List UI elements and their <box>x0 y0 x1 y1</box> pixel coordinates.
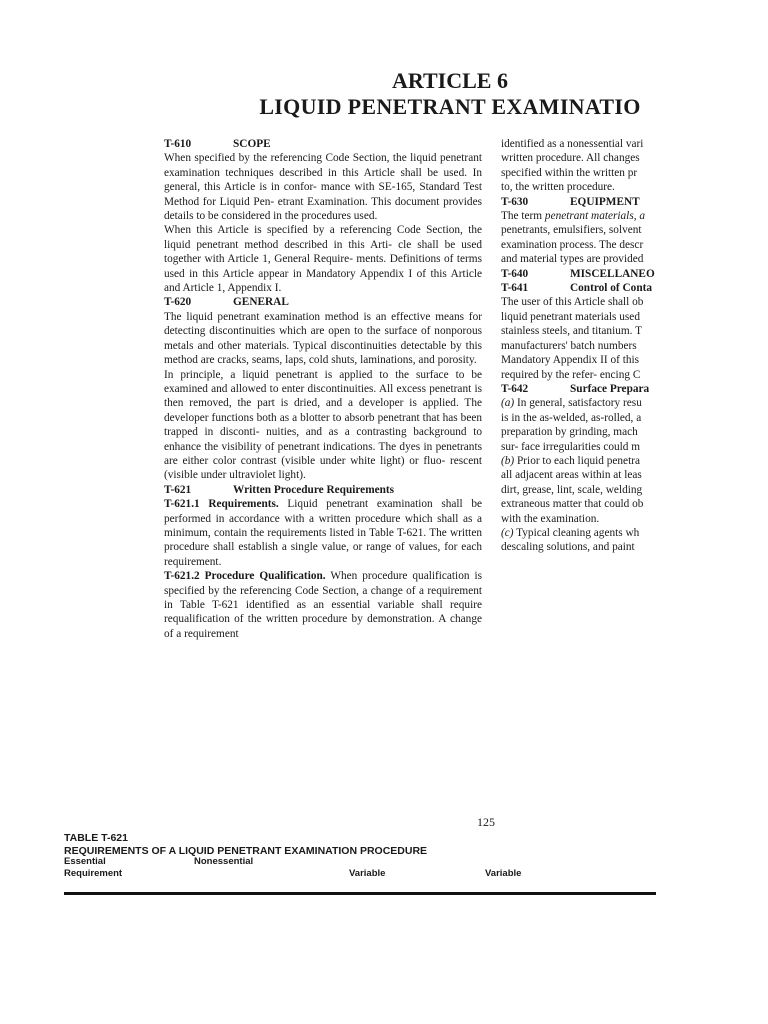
item-marker: (b) <box>501 454 515 467</box>
section-heading-t621 <box>164 483 482 497</box>
italic-term: penetrant materials, a <box>544 210 646 223</box>
text-line: to, the written procedure. <box>501 181 615 194</box>
text-line: extraneous matter that could ob <box>501 498 644 511</box>
text-line: with the examination. <box>501 512 600 525</box>
section-heading-t630 <box>501 195 660 209</box>
paragraph-t6211 <box>164 497 482 569</box>
section-heading-t642 <box>501 382 660 396</box>
column-header-nonessential: Nonessential <box>194 856 254 867</box>
section-title: Surface Prepara <box>570 382 650 395</box>
column-header-requirement: Requirement <box>64 868 123 879</box>
text-line: examination process. The descr <box>501 238 644 251</box>
section-title: GENERAL <box>233 296 289 309</box>
text-line: preparation by grinding, mach <box>501 426 638 439</box>
item-marker: (a) <box>501 397 515 410</box>
text-line: The user of this Article shall ob <box>501 296 644 309</box>
column-header-variable: Variable <box>485 868 522 879</box>
column-header-variable: Variable <box>349 868 386 879</box>
text-line: all adjacent areas within at leas <box>501 469 642 482</box>
text-run: The term <box>501 210 545 223</box>
section-title: Written Procedure Requirements <box>233 483 395 496</box>
article-title: LIQUID PENETRANT EXAMINATIO <box>259 94 641 119</box>
section-title: SCOPE <box>233 138 271 150</box>
text-line: and material types are provided <box>501 253 644 266</box>
text-line: manufacturers' batch numbers <box>501 339 637 352</box>
table-caption <box>64 832 427 858</box>
section-number: T-641 <box>501 282 529 295</box>
subsection-run-in: T-621.2 Procedure Qualification. <box>164 570 326 583</box>
section-number: T-642 <box>501 382 529 395</box>
text-line: liquid penetrant materials used <box>501 310 640 323</box>
paragraph: When specified by the referencing Code Section, the liquid penetrant examination techniques described in this Article shall be used. In general, this Article is in confor- mance with SE-165, Standard Test Method for Liquid Pen- etrant Examination. This document provides details to be considered in the procedures used. <box>164 152 482 223</box>
right-column <box>501 137 660 555</box>
paragraph: In principle, a liquid penetrant is applied to the surface to be examined and allowed to enter discontinuities. All excess penetrant is then removed, the part is dried, and a developer is applied. The developer functions both as a blotter to absorb penetrant that has been trapped in disconti- nuities, and as a contrasting background to enhance the visibility of penetrant indications. The dyes in penetrants are either color contrast (visible under white light) or fluo- rescent (visible under ultraviolet light). <box>164 368 482 482</box>
text-line <box>501 526 660 540</box>
subsection-text: When procedure qualification is specified by the referencing Code Section, a change of a requirement in Table T-621 identified as an essential variable shall require requalification of the written procedure by demonstration. A change of a requirement <box>164 570 482 640</box>
table-divider <box>64 892 656 895</box>
text-line: is in the as-welded, as-rolled, a <box>501 411 642 424</box>
text-line <box>501 454 660 468</box>
paragraph-t6212 <box>164 569 482 641</box>
paragraph: When this Article is specified by a referencing Code Section, the liquid penetrant method described in this Arti- cle shall be used together with Article 1, General Require- ments. Definitions of terms used in this Article appear in Mandatory Appendix I of this Article and Article 1, Appendix I. <box>164 224 482 295</box>
subsection-run-in: T-621.1 Requirements. <box>164 498 279 511</box>
column-header-essential: Essential <box>64 856 106 867</box>
section-heading-t640 <box>501 267 660 281</box>
section-number: T-610 <box>164 138 192 150</box>
article-header <box>0 68 660 120</box>
section-heading-t610 <box>164 137 482 151</box>
item-marker: (c) <box>501 526 514 539</box>
text-run: Prior to each liquid penetra <box>514 454 640 467</box>
section-title: Control of Conta <box>570 282 653 295</box>
text-run: In general, satisfactory resu <box>514 397 642 410</box>
text-line: dirt, grease, lint, scale, welding <box>501 483 643 496</box>
text-line <box>501 209 660 223</box>
left-column <box>164 137 482 641</box>
page-number: 125 <box>477 815 495 829</box>
text-line: penetrants, emulsifiers, solvent <box>501 224 642 237</box>
text-line <box>501 396 660 410</box>
text-line: specified within the written pr <box>501 166 638 179</box>
table-title: REQUIREMENTS OF A LIQUID PENETRANT EXAMINATION PROCEDURE <box>64 845 428 857</box>
section-title: MISCELLANEO <box>570 267 655 280</box>
text-line: stainless steels, and titanium. T <box>501 325 642 338</box>
text-run: Typical cleaning agents wh <box>513 526 640 539</box>
text-line: sur- face irregularities could m <box>501 440 641 453</box>
article-number: ARTICLE 6 <box>392 68 508 93</box>
section-number: T-640 <box>501 267 529 280</box>
table-label: TABLE T-621 <box>64 832 128 844</box>
section-heading-t620 <box>164 295 482 309</box>
text-line: identified as a nonessential vari <box>501 138 644 150</box>
section-number: T-621 <box>164 483 192 496</box>
table-header <box>64 856 660 882</box>
section-number: T-630 <box>501 195 529 208</box>
text-line: written procedure. All changes <box>501 152 640 165</box>
section-heading-t641 <box>501 281 660 295</box>
section-number: T-620 <box>164 296 192 309</box>
subsection-text: Liquid penetrant examination shall be performed in accordance with a written procedure which shall as a minimum, contain the requirements listed in Table T-621. The written procedure shall establish a single value, or range of values, for each requirement. <box>164 498 482 568</box>
text-line: Mandatory Appendix II of this <box>501 354 640 367</box>
text-line: descaling solutions, and paint <box>501 541 635 554</box>
paragraph: The liquid penetrant examination method is an effective means for detecting discontinuities which are open to the surface of nonporous metals and other materials. Typical discontinuities detectable by this method are cracks, seams, laps, cold shuts, laminations, and porosity. <box>164 310 482 367</box>
text-line: required by the refer- encing C <box>501 368 641 381</box>
section-title: EQUIPMENT <box>570 195 640 208</box>
